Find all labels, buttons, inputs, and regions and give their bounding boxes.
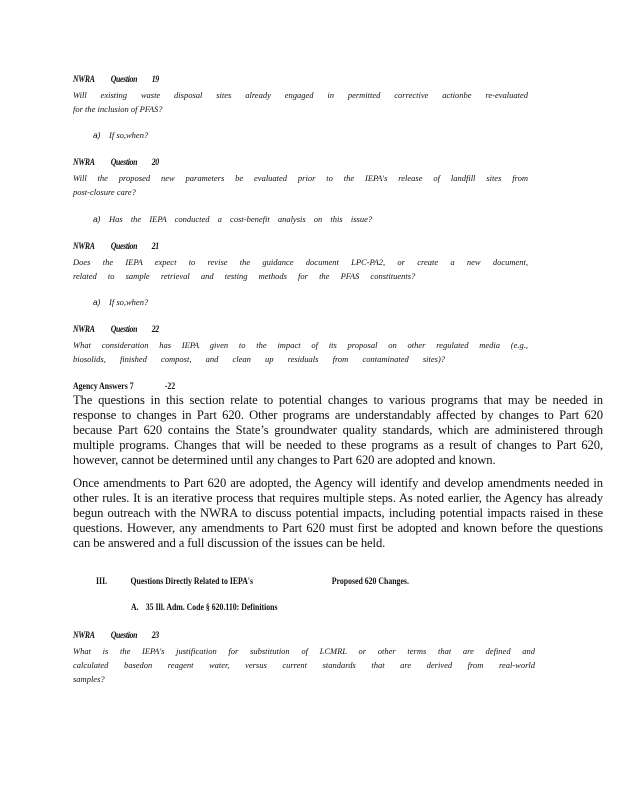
question-word: Question — [110, 75, 138, 85]
question-20-line-2: post-closure care? — [73, 187, 136, 197]
section-numeral: III. — [96, 577, 108, 587]
question-21-line-2: related to sample retrieval and testing methods for the PFAS constituents? — [73, 271, 416, 281]
subquestion-text: If so,when? — [109, 297, 149, 307]
question-org: NWRA — [73, 325, 95, 335]
question-20-line-1: Will the proposed new parameters be evaluated prior to the IEPA's release of landfill sites from — [73, 173, 528, 183]
subsection-title: 35 Ill. Adm. Code § 620.110: Definitions — [145, 603, 278, 613]
section-iii-heading — [96, 577, 409, 587]
question-word: Question — [110, 158, 138, 168]
section-title-left: Questions Directly Related to IEPA's — [130, 577, 254, 587]
section-title-right: Proposed 620 Changes. — [331, 577, 409, 587]
answer-paragraph-2: Once amendments to Part 620 are adopted, the Agency will identify and develop amendments needed in other rules. It is an iterative process that requires multiple steps. As noted earlier, the Agency has already begun outreach with the NWRA to discuss potential impacts, including potential impacts raised in these questions. However, any amendments to Part 620 must first be adopted and known before the questions can be answered and a full discussion of the issues can be held. — [73, 476, 603, 550]
answer-paragraph-1: The questions in this section relate to potential changes to various programs that may be needed in response to changes in Part 620. Other programs are understandably affected by changes to Part 620 because Part 620 contains the State’s groundwater quality standards, which are administered through multiple programs. Changes that will be needed to these programs as a result of changes to Part 620, however, cannot be determined until any changes to Part 620 are adopted and known. — [73, 393, 603, 467]
question-22-line-2: biosolids, finished compost, and clean up residuals from contaminated sites)? — [73, 354, 446, 364]
question-number: 23 — [151, 631, 159, 641]
agency-answers-range: -22 — [164, 382, 176, 392]
question-number: 21 — [151, 242, 159, 252]
question-number: 22 — [151, 325, 159, 335]
question-23-heading — [73, 631, 159, 641]
question-21-subquestion — [93, 297, 148, 307]
question-20-heading — [73, 158, 159, 168]
question-word: Question — [110, 631, 138, 641]
question-org: NWRA — [73, 242, 95, 252]
subquestion-text: If so,when? — [109, 130, 149, 140]
question-20-subquestion — [93, 214, 372, 224]
question-org: NWRA — [73, 75, 95, 85]
subquestion-label: a) — [93, 297, 101, 307]
question-21-heading — [73, 242, 159, 252]
subsection-a-heading — [131, 603, 278, 613]
question-org: NWRA — [73, 158, 95, 168]
question-word: Question — [110, 325, 138, 335]
question-org: NWRA — [73, 631, 95, 641]
question-21-line-1: Does the IEPA expect to revise the guidance document LPC-PA2, or create a new document, — [73, 257, 528, 267]
subsection-letter: A. — [131, 603, 139, 613]
agency-answers-label: Agency Answers 7 — [73, 382, 134, 392]
question-19-subquestion — [93, 130, 148, 140]
question-22-line-1: What consideration has IEPA given to the impact of its proposal on other regulated media (e.g., — [73, 340, 528, 350]
subquestion-label: a) — [93, 130, 101, 140]
question-19-line-1: Will existing waste disposal sites already engaged in permitted corrective actionbe re-evaluated — [73, 90, 528, 100]
question-22-heading — [73, 325, 159, 335]
question-23-line-1: What is the IEPA's justification for substitution of LCMRL or other terms that are defined and — [73, 646, 535, 656]
subquestion-label: a) — [93, 214, 101, 224]
question-number: 19 — [151, 75, 159, 85]
question-23-line-2: calculated basedon reagent water, versus current standards that are derived from real-world — [73, 660, 535, 670]
question-19-heading — [73, 75, 159, 85]
question-23-line-3: samples? — [73, 674, 105, 684]
question-19-line-2: for the inclusion of PFAS? — [73, 104, 163, 114]
subquestion-text: Has the IEPA conducted a cost-benefit analysis on this issue? — [109, 214, 373, 224]
question-word: Question — [110, 242, 138, 252]
question-number: 20 — [151, 158, 159, 168]
agency-answers-heading — [73, 382, 175, 392]
